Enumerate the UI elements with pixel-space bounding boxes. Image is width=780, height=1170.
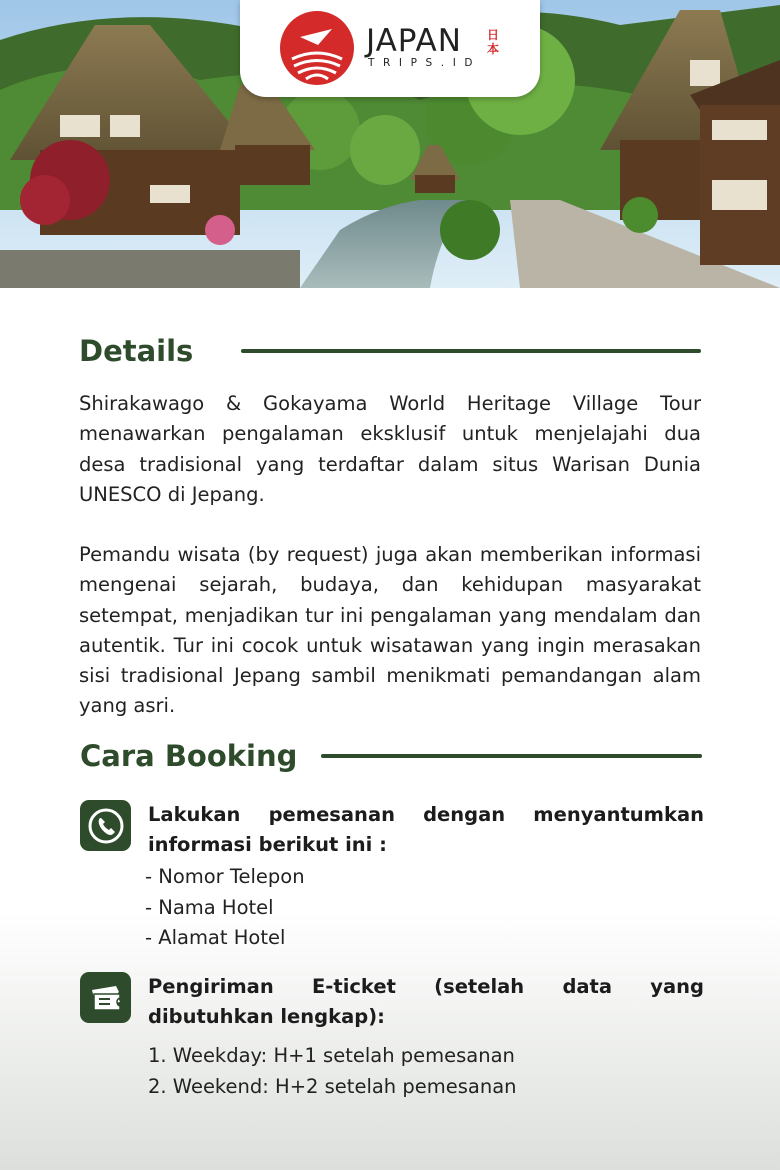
phone-icon — [80, 800, 131, 851]
brand-name: JAPAN — [366, 23, 462, 59]
brand-kanji: 日本 — [487, 28, 500, 56]
list-item: - Alamat Hotel — [145, 926, 286, 949]
booking-divider — [321, 754, 702, 758]
details-paragraph-2: Pemandu wisata (by request) juga akan memberikan informasi mengenai sejarah, budaya, dan kehidupan masyarakat setempat, menjadikan tur ini pengalaman yang mendalam dan autentik. Tur ini cocok untuk wisatawan yang ingin merasakan sisi tradisional Jepang sambil menikmati pemandangan alam yang asri. — [79, 543, 701, 718]
step-1-word-1: Lakukan — [148, 803, 241, 826]
step-1-word-2: pemesanan — [268, 803, 395, 826]
details-section-header — [79, 334, 701, 368]
step-1-title-line-1 — [148, 800, 704, 830]
list-item: 1. Weekday: H+1 setelah pemesanan — [148, 1044, 515, 1067]
booking-section-header — [80, 739, 702, 773]
list-item: - Nomor Telepon — [145, 865, 305, 888]
step-2-list — [148, 1041, 517, 1102]
brand-subtitle: TRIPS.ID — [368, 57, 482, 69]
step-1-list — [145, 862, 305, 954]
step-1-word-3: dengan — [423, 803, 506, 826]
booking-title: Cara Booking — [80, 739, 298, 773]
details-paragraph-1: Shirakawago & Gokayama World Heritage Village Tour menawarkan pengalaman eksklusif untuk menjelajahi dua desa tradisional yang terdaftar dalam situs Warisan Dunia UNESCO di Jepang. — [79, 392, 701, 506]
list-item: 2. Weekend: H+2 setelah pemesanan — [148, 1074, 517, 1098]
step-2-title: Pengiriman E-ticket (setelah data yang dibutuhkan lengkap): — [148, 975, 704, 1028]
step-1-word-4: menyantumkan — [533, 803, 704, 826]
brand-logo-icon — [280, 11, 354, 85]
step-1-title — [148, 800, 704, 860]
ticket-icon — [80, 972, 131, 1023]
list-item: - Nama Hotel — [145, 895, 274, 919]
step-1-title-line-2: informasi berikut ini : — [148, 833, 387, 856]
details-title: Details — [79, 334, 194, 368]
details-divider — [241, 349, 701, 353]
